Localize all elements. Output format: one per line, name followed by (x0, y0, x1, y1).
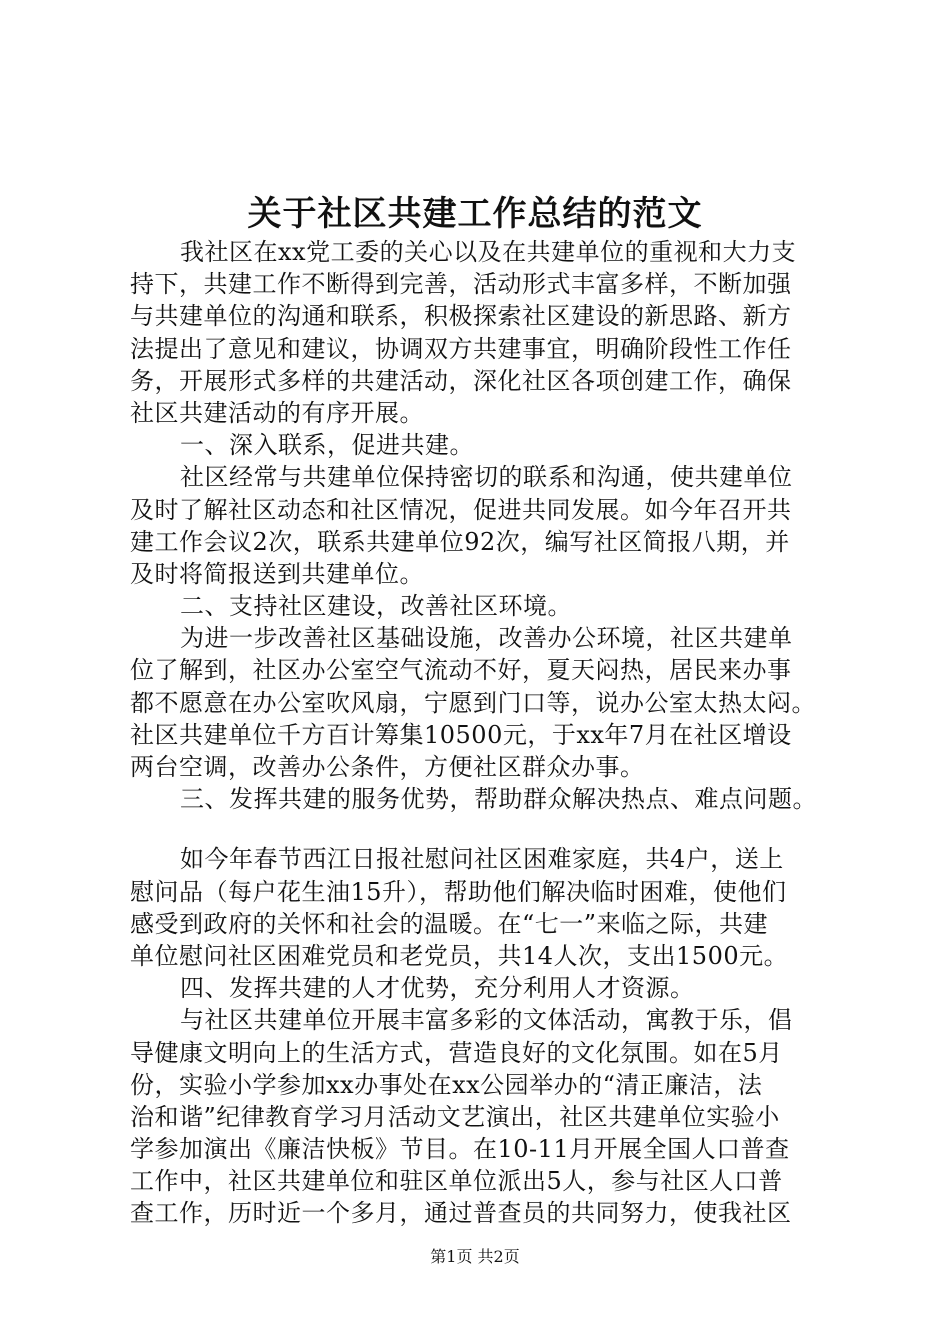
text-line: 两台空调，改善办公条件，方便社区群众办事。 (130, 753, 645, 781)
text-line: 与社区共建单位开展丰富多彩的文体活动，寓教于乐，倡 (180, 1006, 793, 1035)
text-line: 法提出了意见和建议，协调双方共建事宜，明确阶段性工作任 (130, 334, 792, 363)
section-heading: 四、发挥共建的人才优势，充分利用人才资源。 (180, 974, 695, 1003)
text-line: 及时将简报送到共建单位。 (130, 559, 424, 588)
text-line: 为进一步改善社区基础设施，改善办公环境，社区共建单 (180, 624, 793, 653)
text-line: 导健康文明向上的生活方式，营造良好的文化氛围。如在5月 (130, 1038, 783, 1067)
text-line: 学参加演出《廉洁快板》节目。在10-11月开展全国人口普查 (130, 1135, 790, 1164)
text-line: 工作中，社区共建单位和驻区单位派出5人，参与社区人口普 (130, 1167, 783, 1196)
text-line: 如今年春节西江日报社慰问社区困难家庭，共4户，送上 (180, 845, 784, 874)
document-body (130, 236, 850, 1230)
text-line: 位了解到，社区办公室空气流动不好，夏天闷热，居民来办事 (130, 656, 792, 685)
text-line: 份，实验小学参加xx办事处在xx公园举办的“清正廉洁，法 (130, 1070, 763, 1099)
text-line: 社区共建单位千方百计筹集10500元，于xx年7月在社区增设 (130, 720, 792, 749)
text-line: 慰问品（每户花生油15升），帮助他们解决临时困难，使他们 (130, 877, 787, 906)
text-line: 建工作会议2次，联系共建单位92次，编写社区简报八期，并 (130, 527, 790, 556)
section-heading: 一、深入联系，促进共建。 (180, 431, 474, 460)
document-title: 关于社区共建工作总结的范文 (247, 194, 703, 234)
text-line: 务，开展形式多样的共建活动，深化社区各项创建工作，确保 (130, 366, 792, 395)
section-heading: 二、支持社区建设，改善社区环境。 (180, 592, 572, 621)
paragraph-gap (130, 815, 850, 843)
text-line: 持下，共建工作不断得到完善，活动形式丰富多样，不断加强 (130, 270, 792, 299)
page-number-footer: 第1页 共2页 (430, 1247, 520, 1266)
text-line: 治和谐”纪律教育学习月活动文艺演出，社区共建单位实验小 (130, 1102, 780, 1131)
text-line: 及时了解社区动态和社区情况，促进共同发展。如今年召开共 (130, 495, 792, 524)
text-line: 感受到政府的关怀和社会的温暖。在“七一”来临之际，共建 (130, 909, 769, 938)
text-line: 都不愿意在办公室吹风扇，宁愿到门口等，说办公室太热太闷。 (130, 688, 816, 717)
text-line: 查工作，历时近一个多月，通过普查员的共同努力，使我社区 (130, 1199, 792, 1228)
section-heading: 三、发挥共建的服务优势，帮助群众解决热点、难点问题。 (180, 785, 817, 814)
text-line: 社区共建活动的有序开展。 (130, 398, 424, 427)
text-line: 社区经常与共建单位保持密切的联系和沟通，使共建单位 (180, 463, 793, 492)
text-line: 与共建单位的沟通和联系，积极探索社区建设的新思路、新方 (130, 302, 792, 331)
text-line: 单位慰问社区困难党员和老党员，共14人次，支出1500元。 (130, 941, 789, 970)
text-line: 我社区在xx党工委的关心以及在共建单位的重视和大力支 (180, 238, 797, 266)
